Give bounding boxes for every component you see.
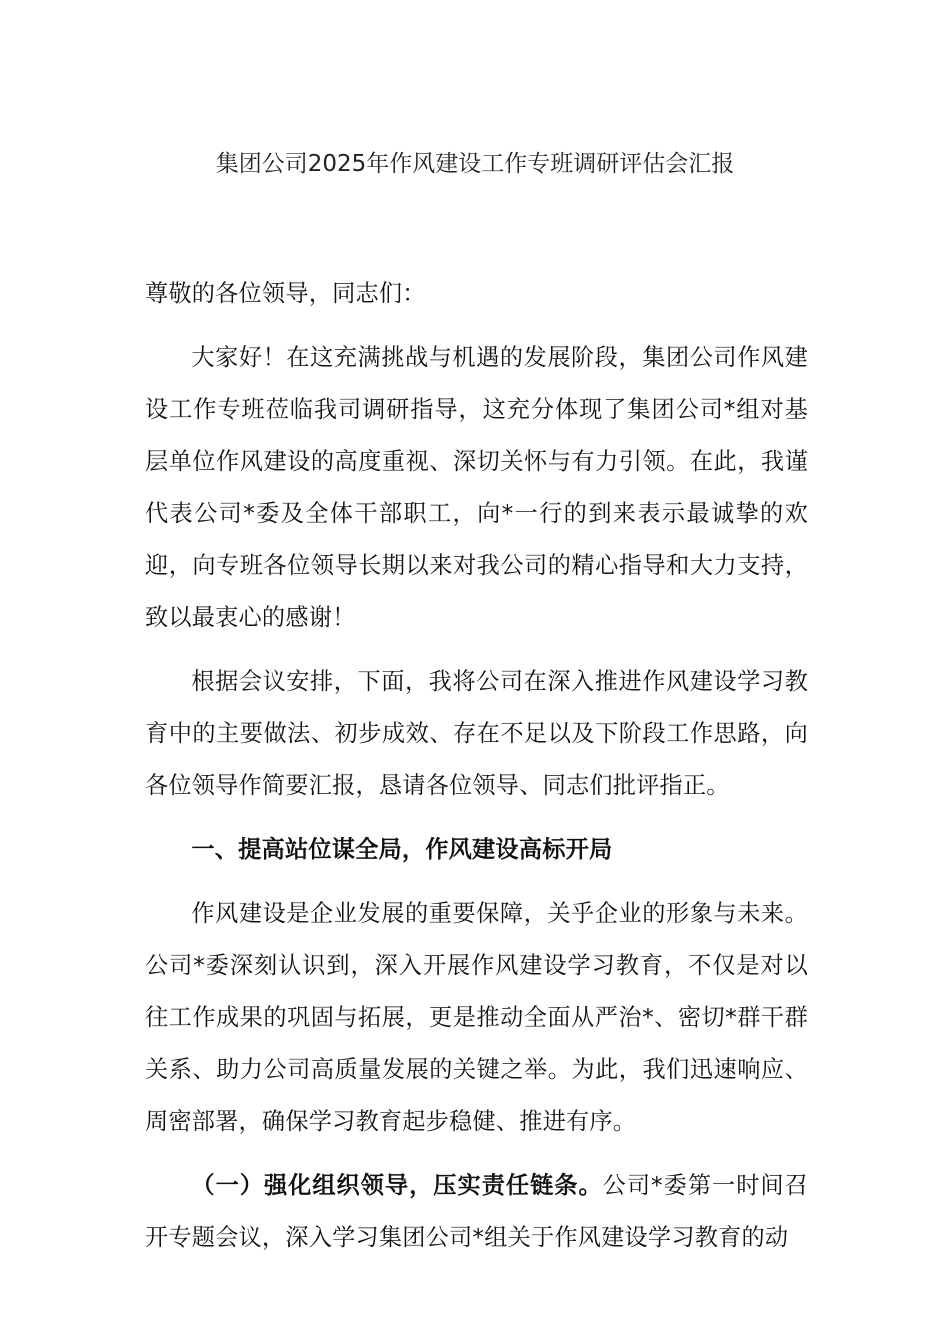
paragraph-agenda: 根据会议安排，下面，我将公司在深入推进作风建设学习教育中的主要做法、初步成效、存在不足以及下阶段工作思路，向各位领导作简要汇报，恳请各位领导、同志们批评指正。	[145, 668, 808, 799]
subsection-heading-1: （一）强化组织领导，压实责任链条。	[191, 1172, 603, 1199]
section-heading-1: 一、提高站位谋全局，作风建设高标开局	[191, 836, 613, 863]
subsection-paragraph-1	[145, 1160, 808, 1264]
document-body	[145, 268, 808, 1264]
paragraph-welcome: 大家好！在这充满挑战与机遇的发展阶段，集团公司作风建设工作专班莅临我司调研指导，这充分体现了集团公司*组对基层单位作风建设的高度重视、深切关怀与有力引领。在此，我谨代表公司*委及全体干部职工，向*一行的到来表示最诚挚的欢迎，向专班各位领导长期以来对我公司的精心指导和大力支持，致以最衷心的感谢！	[145, 344, 808, 631]
subsection-text-1: 公司*委第一时间召开专题会议，深入学习集团公司*组关于作风建设学习教育的动	[145, 1172, 808, 1251]
document-title: 集团公司2025年作风建设工作专班调研评估会汇报	[215, 151, 735, 177]
salutation: 尊敬的各位领导，同志们：	[145, 280, 426, 307]
section-paragraph-1: 作风建设是企业发展的重要保障，关乎企业的形象与未来。公司*委深刻认识到，深入开展作风建设学习教育，不仅是对以往工作成果的巩固与拓展，更是推动全面从严治*、密切*群干群关系、助力公司高质量发展的关键之举。为此，我们迅速响应、周密部署，确保学习教育起步稳健、推进有序。	[145, 900, 808, 1135]
